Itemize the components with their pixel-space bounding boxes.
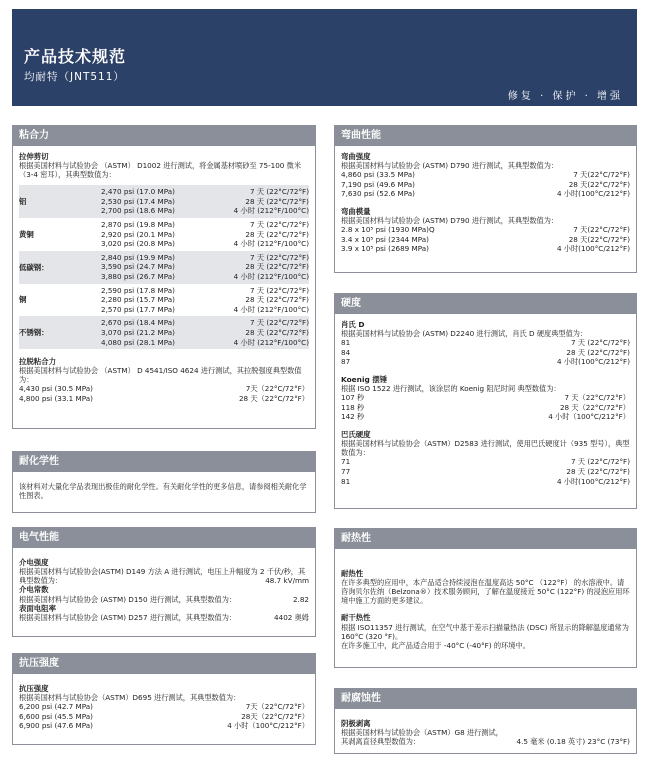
metal-group [19, 284, 309, 317]
description: 在许多施工中，此产品适合用于 -40°C (-40°F) 的环境中。 [341, 640, 530, 650]
subheading: 抗压强度 [19, 684, 49, 693]
value-row: 81 4 小时(100°C/212°F) [341, 476, 630, 486]
metal-group [19, 251, 309, 284]
value-row [101, 230, 309, 240]
description: 根据美国材料与试验协会（ASTM）D2583 进行测试，使用巴氏硬度计（935 型号），典型数值为： [341, 439, 630, 458]
value-row [101, 206, 309, 216]
condition: 28 天 (22°C/72°F) [245, 262, 309, 272]
description: 根据美国材料与试验协会 (ASTM) D790 进行测试，其典型数值为： [341, 161, 559, 171]
subheading: 弯曲强度 [341, 152, 371, 161]
value-row: 81 7 天 (22°C/72°F) [341, 338, 630, 348]
condition: 7 天 (22°C/72°F) [250, 285, 309, 295]
section-title: 粘合力 [13, 126, 315, 146]
value-row: 7,630 psi (52.6 MPa) 4 小时(100°C/212°F) [341, 189, 630, 199]
value-row: 2.8 x 10⁵ psi (1930 MPa)Q 7 天(22°C/72°F) [341, 225, 630, 235]
page-title: 产品技术规范 [24, 47, 127, 66]
subheading: 肖氏 D [341, 320, 365, 329]
value-row: 根据美国材料与试验协会 (ASTM) D150 进行测试，其典型数值为： 2.82 [19, 594, 309, 604]
description: 根据美国材料与试验协会 (ASTM) D2240 进行测试，肖氏 D 硬度典型值为： [341, 329, 588, 339]
section-corrosion-resistance [334, 688, 637, 754]
condition: 7 天 (22°C/72°F) [250, 220, 309, 230]
description: 该材料对大量化学品表现出极佳的耐化学性。有关耐化学性的更多信息，请参阅相关耐化学性图表。 [19, 482, 307, 500]
value: 2,280 psi (15.7 MPa) [101, 295, 175, 305]
value-row [101, 187, 309, 197]
value-row [101, 197, 309, 207]
condition: 28 天 (22°C/72°F) [245, 196, 309, 206]
value-row [101, 305, 309, 315]
value: 2,530 psi (17.4 MPa) [101, 196, 175, 206]
value-row: 87 4 小时(100°C/212°F) [341, 357, 630, 367]
value-row: 118 秒 28 天（22°C/72°F） [341, 402, 630, 412]
condition: 28 天 (22°C/72°F) [245, 229, 309, 239]
value: 4,080 psi (28.1 MPa) [101, 337, 175, 347]
metal-name: 铝 [19, 197, 27, 207]
description: 根据美国材料与试验协会(ASTM) D149 方法 A 进行测试，电压上升幅度为 2 千伏/秒，其典型数值为： [19, 567, 306, 586]
value: 2,470 psi (17.0 MPa) [101, 187, 175, 197]
value-row: 6,200 psi (42.7 MPa) 7天（22°C/72°F） [19, 702, 309, 712]
metal-table [19, 185, 309, 349]
value: 2,590 psi (17.8 MPa) [101, 285, 175, 295]
subheading: 表面电阻率 [19, 604, 56, 614]
metal-group [19, 185, 309, 218]
section-electrical [12, 527, 316, 637]
description: 根据美国材料与试验协会 (ASTM) D790 进行测试，其典型数值为： [341, 216, 559, 226]
value-row [101, 239, 309, 249]
description: 根据 ISO11357 进行测试，在空气中基于差示扫描量热法 (DSC) 所显示的降解温度通常为 160°C (320 °F)。 [341, 622, 629, 641]
section-title: 电气性能 [13, 528, 315, 548]
value-row: 6,600 psi (45.5 MPa) 28天（22°C/72°F） [19, 711, 309, 721]
condition: 4 小时 (212°F/100°C) [233, 272, 309, 281]
metal-name: 低碳钢： [19, 262, 49, 272]
subheading: 拉脱粘合力 [19, 357, 56, 367]
value-row [101, 328, 309, 338]
subheading: Koenig 摆锤 [341, 375, 388, 385]
condition: 4 小时 (212°F/100°C) [233, 304, 309, 314]
metal-name: 不锈钢： [19, 328, 49, 338]
value-row: 6,900 psi (47.6 MPa) 4 小时（100°C/212°F） [19, 721, 309, 731]
value-row [101, 262, 309, 272]
condition: 7 天 (22°C/72°F) [250, 318, 309, 328]
description: 在许多典型的应用中，本产品适合持续浸泡在温度高达 50°C （122°F） 的水溶液中。请咨询贝尔佐纳（Belzona®）技术服务顾问，了解在温度接近 50°C (122°F) 的浸泡应用环境中施工方面的更多建议。 [341, 578, 630, 606]
description: 根据 ISO 1522 进行测试，该涂层的 Koenig 阻尼时间 典型数值为： [341, 384, 561, 394]
condition: 28 天 (22°C/72°F) [245, 295, 309, 305]
value-row: 71 7 天 (22°C/72°F) [341, 457, 630, 467]
value-row: 3.9 x 10⁵ psi (2689 MPa) 4 小时(100°C/212°F) [341, 244, 630, 254]
section-title: 弯曲性能 [335, 126, 636, 146]
subheading: 弯曲模量 [341, 207, 371, 217]
subheading: 阴极剥离 [341, 719, 371, 728]
value-row: 其剥离直径典型数值为： 4.5 毫米 (0.18 英寸) 23°C (73°F) [341, 737, 630, 747]
value-row: 7,190 psi (49.6 MPa) 28 天(22°C/72°F) [341, 179, 630, 189]
subheading: 介电强度 [19, 558, 49, 567]
value: 2,840 psi (19.9 MPa) [101, 252, 175, 262]
value: 2,700 psi (18.6 MPa) [101, 206, 175, 216]
subheading: 介电常数 [19, 585, 49, 595]
subheading: 耐干热性 [341, 613, 371, 623]
description: 根据美国材料与试验协会（ASTM）D695 进行测试，其典型数值为： [19, 693, 241, 703]
value-row [101, 253, 309, 263]
value: 3,590 psi (24.7 MPa) [101, 262, 175, 272]
value: 3,880 psi (26.7 MPa) [101, 272, 175, 281]
value-row: 84 28 天 (22°C/72°F) [341, 347, 630, 357]
header-banner [12, 9, 637, 106]
section-heat-resistance [334, 528, 637, 668]
value-row [101, 338, 309, 348]
subheading: 耐热性 [341, 569, 364, 578]
metal-group [19, 218, 309, 251]
value-row [101, 272, 309, 282]
value: 3,020 psi (20.8 MPa) [101, 239, 175, 249]
tagline: 修复 · 保护 · 增强 [507, 91, 623, 102]
value-row: 142 秒 4 小时（100°C/212°F） [341, 412, 630, 422]
section-compressive-strength [12, 653, 316, 745]
value-row: 4,430 psi (30.5 MPa) 7天（22°C/72°F） [19, 384, 309, 394]
value: 2,870 psi (19.8 MPa) [101, 220, 175, 230]
value-row: 107 秒 7 天（22°C/72°F） [341, 393, 630, 403]
value-row [101, 286, 309, 296]
section-title: 抗压强度 [13, 654, 315, 674]
condition: 7 天 (22°C/72°F) [250, 187, 309, 197]
section-title: 耐腐蚀性 [335, 689, 636, 709]
value: 2,670 psi (18.4 MPa) [101, 318, 175, 328]
value-row: 3.4 x 10⁵ psi (2344 MPa) 28 天(22°C/72°F) [341, 234, 630, 244]
section-title: 耐化学性 [13, 452, 315, 472]
metal-name: 黄铜 [19, 229, 34, 239]
value-row [101, 318, 309, 328]
condition: 7 天 (22°C/72°F) [250, 252, 309, 262]
section-flexural [334, 125, 637, 273]
condition: 4 小时 (212°F/100°C) [233, 337, 309, 347]
description: 根据美国材料与试验协会 （ASTM） D 4541/ISO 4624 进行测试，其拉脱强度典型数值为： [19, 366, 302, 385]
value-row: 4,800 psi (33.1 MPa) 28 天（22°C/72°F） [19, 394, 309, 403]
value-row: 根据美国材料与试验协会 (ASTM) D257 进行测试，其典型数值为： 4402 奥姆 [19, 613, 309, 623]
subheading: 拉伸剪切 [19, 152, 49, 161]
value: 2,920 psi (20.1 MPa) [101, 229, 175, 239]
product-name: 均耐特（JNT511） [24, 71, 125, 83]
condition: 28 天 (22°C/72°F) [245, 327, 309, 337]
value: 3,070 psi (21.2 MPa) [101, 327, 175, 337]
section-adhesion [12, 125, 316, 429]
section-chemical-resistance [12, 451, 316, 513]
value-row [101, 295, 309, 305]
value-row: 48.7 kV/mm [265, 575, 309, 585]
section-hardness [334, 293, 637, 509]
value-row: 77 28 天 (22°C/72°F) [341, 466, 630, 476]
section-title: 耐热性 [335, 529, 636, 549]
condition: 4 小时 (212°F/100°C) [233, 239, 309, 249]
value-row: 4,860 psi (33.5 MPa) 7 天(22°C/72°F) [341, 170, 630, 180]
description: 根据美国材料与试验协会（ASTM）G8 进行测试， [341, 728, 503, 738]
description: 根据美国材料与试验协会 （ASTM） D1002 进行测试，将金属基材喷砂至 75-100 微米（3-4 密耳），其典型数值为： [19, 161, 302, 180]
metal-group [19, 316, 309, 349]
condition: 4 小时 (212°F/100°C) [233, 206, 309, 216]
value: 2,570 psi (17.7 MPa) [101, 304, 175, 314]
value-row [101, 220, 309, 230]
subheading: 巴氏硬度 [341, 430, 371, 440]
section-title: 硬度 [335, 294, 636, 314]
metal-name: 铜 [19, 295, 27, 305]
